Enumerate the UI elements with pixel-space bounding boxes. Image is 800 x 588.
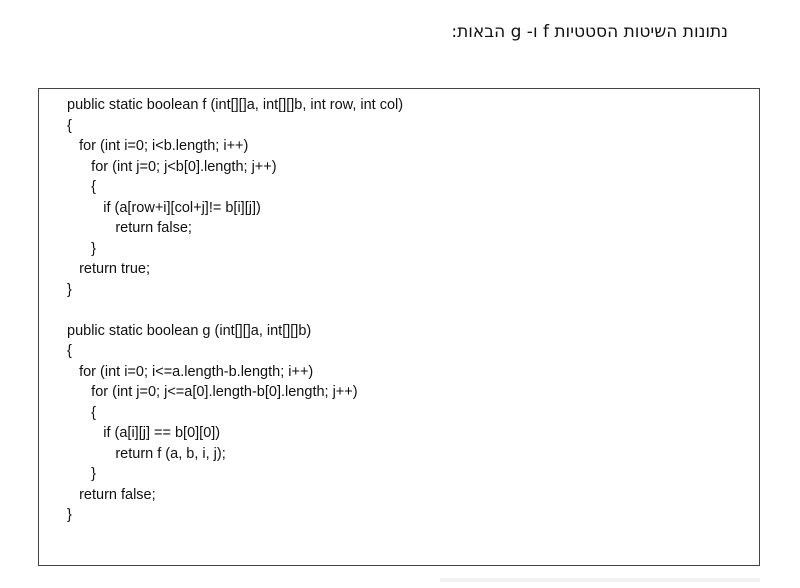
code-line: for (int j=0; j<=a[0].length-b[0].length; j++) [67, 384, 358, 400]
code-line: } [67, 281, 72, 298]
code-listing [67, 95, 403, 526]
code-line: public static boolean f (int[][]a, int[][]b, int row, int col) [67, 97, 404, 113]
question-heading: נתונות השיטות הסטטיות f ו- g הבאות: [451, 22, 728, 42]
code-line: return f (a, b, i, j); [67, 445, 226, 462]
code-line: for (int i=0; i<b.length; i++) [67, 138, 249, 154]
code-line-blank [67, 300, 403, 321]
code-line: for (int j=0; j<b[0].length; j++) [67, 158, 277, 175]
code-line: } [67, 240, 97, 257]
code-line: { [67, 404, 97, 421]
code-line: } [67, 507, 72, 523]
code-listing-box [38, 88, 760, 566]
cropped-text-fragment [440, 578, 760, 582]
code-line: return false; [67, 220, 192, 236]
code-line: } [67, 466, 97, 482]
code-line: return true; [67, 261, 151, 277]
code-line: { [67, 179, 97, 195]
code-line: if (a[row+i][col+j]!= b[i][j]) [67, 199, 261, 216]
code-line: return false; [67, 486, 156, 503]
code-line: public static boolean g (int[][]a, int[][]b) [67, 322, 312, 339]
code-line: if (a[i][j] == b[0][0]) [67, 425, 221, 441]
code-line: { [67, 343, 72, 359]
code-line: { [67, 117, 72, 134]
code-line: for (int i=0; i<=a.length-b.length; i++) [67, 363, 314, 380]
